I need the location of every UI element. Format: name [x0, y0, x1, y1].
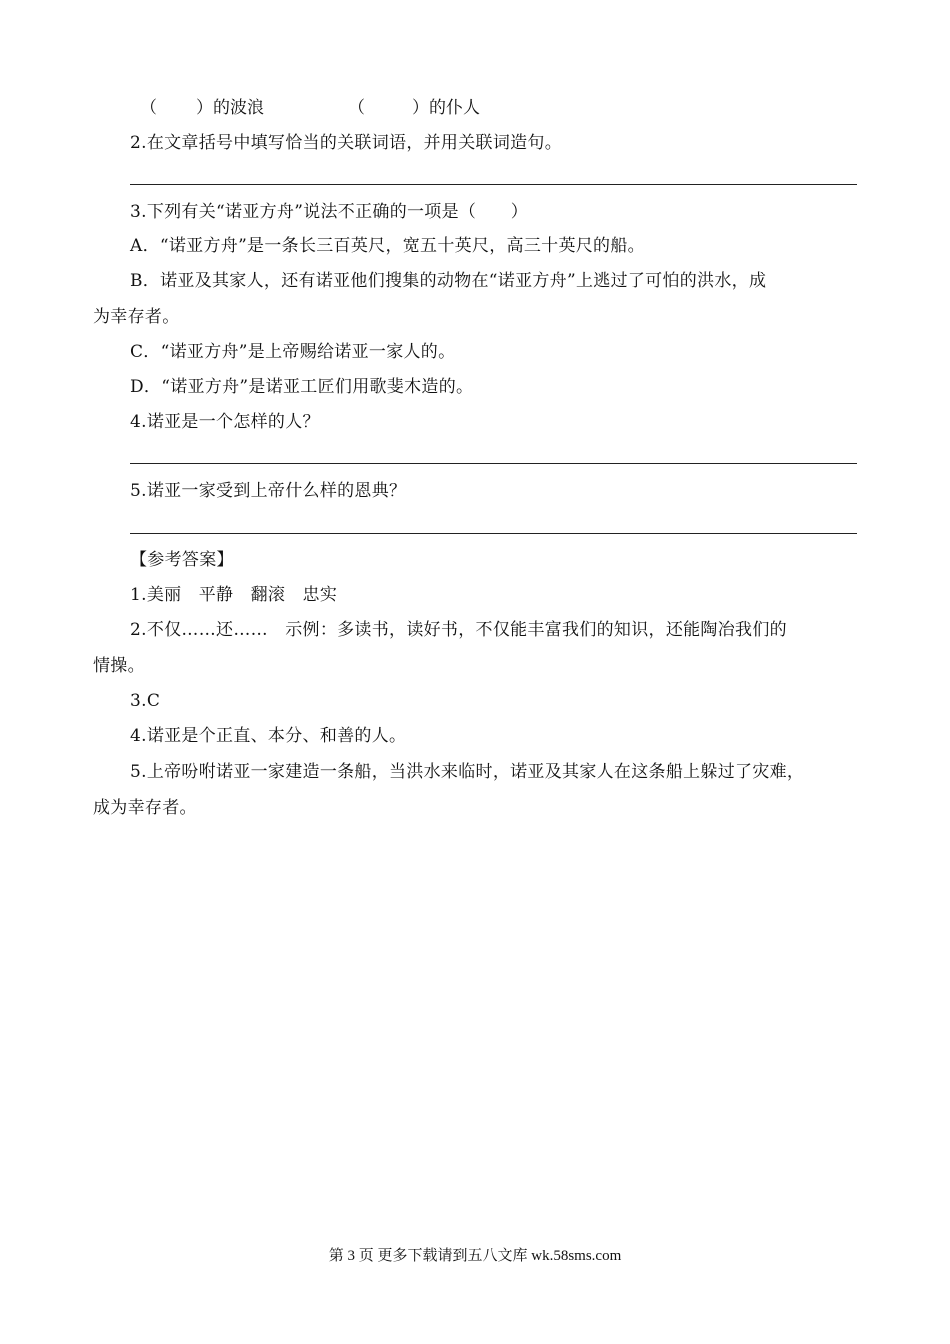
question-3-option-a: A．“诺亚方舟”是一条长三百英尺，宽五十英尺，高三十英尺的船。	[130, 236, 645, 256]
answer-line-q4	[130, 463, 857, 464]
question-3-option-b: B．诺亚及其家人，还有诺亚他们搜集的动物在“诺亚方舟”上逃过了可怕的洪水，成	[130, 271, 767, 291]
question-3-option-d: D．“诺亚方舟”是诺亚工匠们用歌斐木造的。	[130, 377, 474, 397]
question-3-option-c: C．“诺亚方舟”是上帝赐给诺亚一家人的。	[130, 342, 456, 362]
blank-1-open: （	[140, 98, 157, 118]
question-3-option-b-cont: 为幸存者。	[93, 307, 180, 327]
answer-5-cont: 成为幸存者。	[93, 798, 197, 818]
answer-line-q5	[130, 533, 857, 534]
blank-2-label: ）的仆人	[412, 98, 480, 118]
question-5: 5.诺亚一家受到上帝什么样的恩典？	[130, 481, 407, 501]
answer-5: 5.上帝吩咐诺亚一家建造一条船，当洪水来临时，诺亚及其家人在这条船上躲过了灾难，	[130, 762, 805, 782]
question-4: 4.诺亚是一个怎样的人？	[130, 412, 320, 432]
blank-1-label: ）的波浪	[196, 98, 264, 118]
question-2: 2.在文章括号中填写恰当的关联词语，并用关联词造句。	[130, 133, 563, 153]
answer-4: 4.诺亚是个正直、本分、和善的人。	[130, 726, 407, 746]
answer-2-cont: 情操。	[93, 656, 145, 676]
blank-2-open: （	[348, 98, 365, 118]
answer-line-q2	[130, 184, 857, 185]
answer-3: 3.C	[130, 691, 161, 711]
question-3: 3.下列有关“诺亚方舟”说法不正确的一项是（ ）	[130, 202, 529, 222]
answers-heading: 【参考答案】	[130, 550, 234, 570]
answer-2: 2.不仅……还…… 示例：多读书，读好书，不仅能丰富我们的知识，还能陶冶我们的	[130, 620, 787, 640]
answer-1: 1.美丽 平静 翻滚 忠实	[130, 585, 338, 605]
page-footer: 第 3 页 更多下载请到五八文库 wk.58sms.com	[328, 1248, 622, 1264]
